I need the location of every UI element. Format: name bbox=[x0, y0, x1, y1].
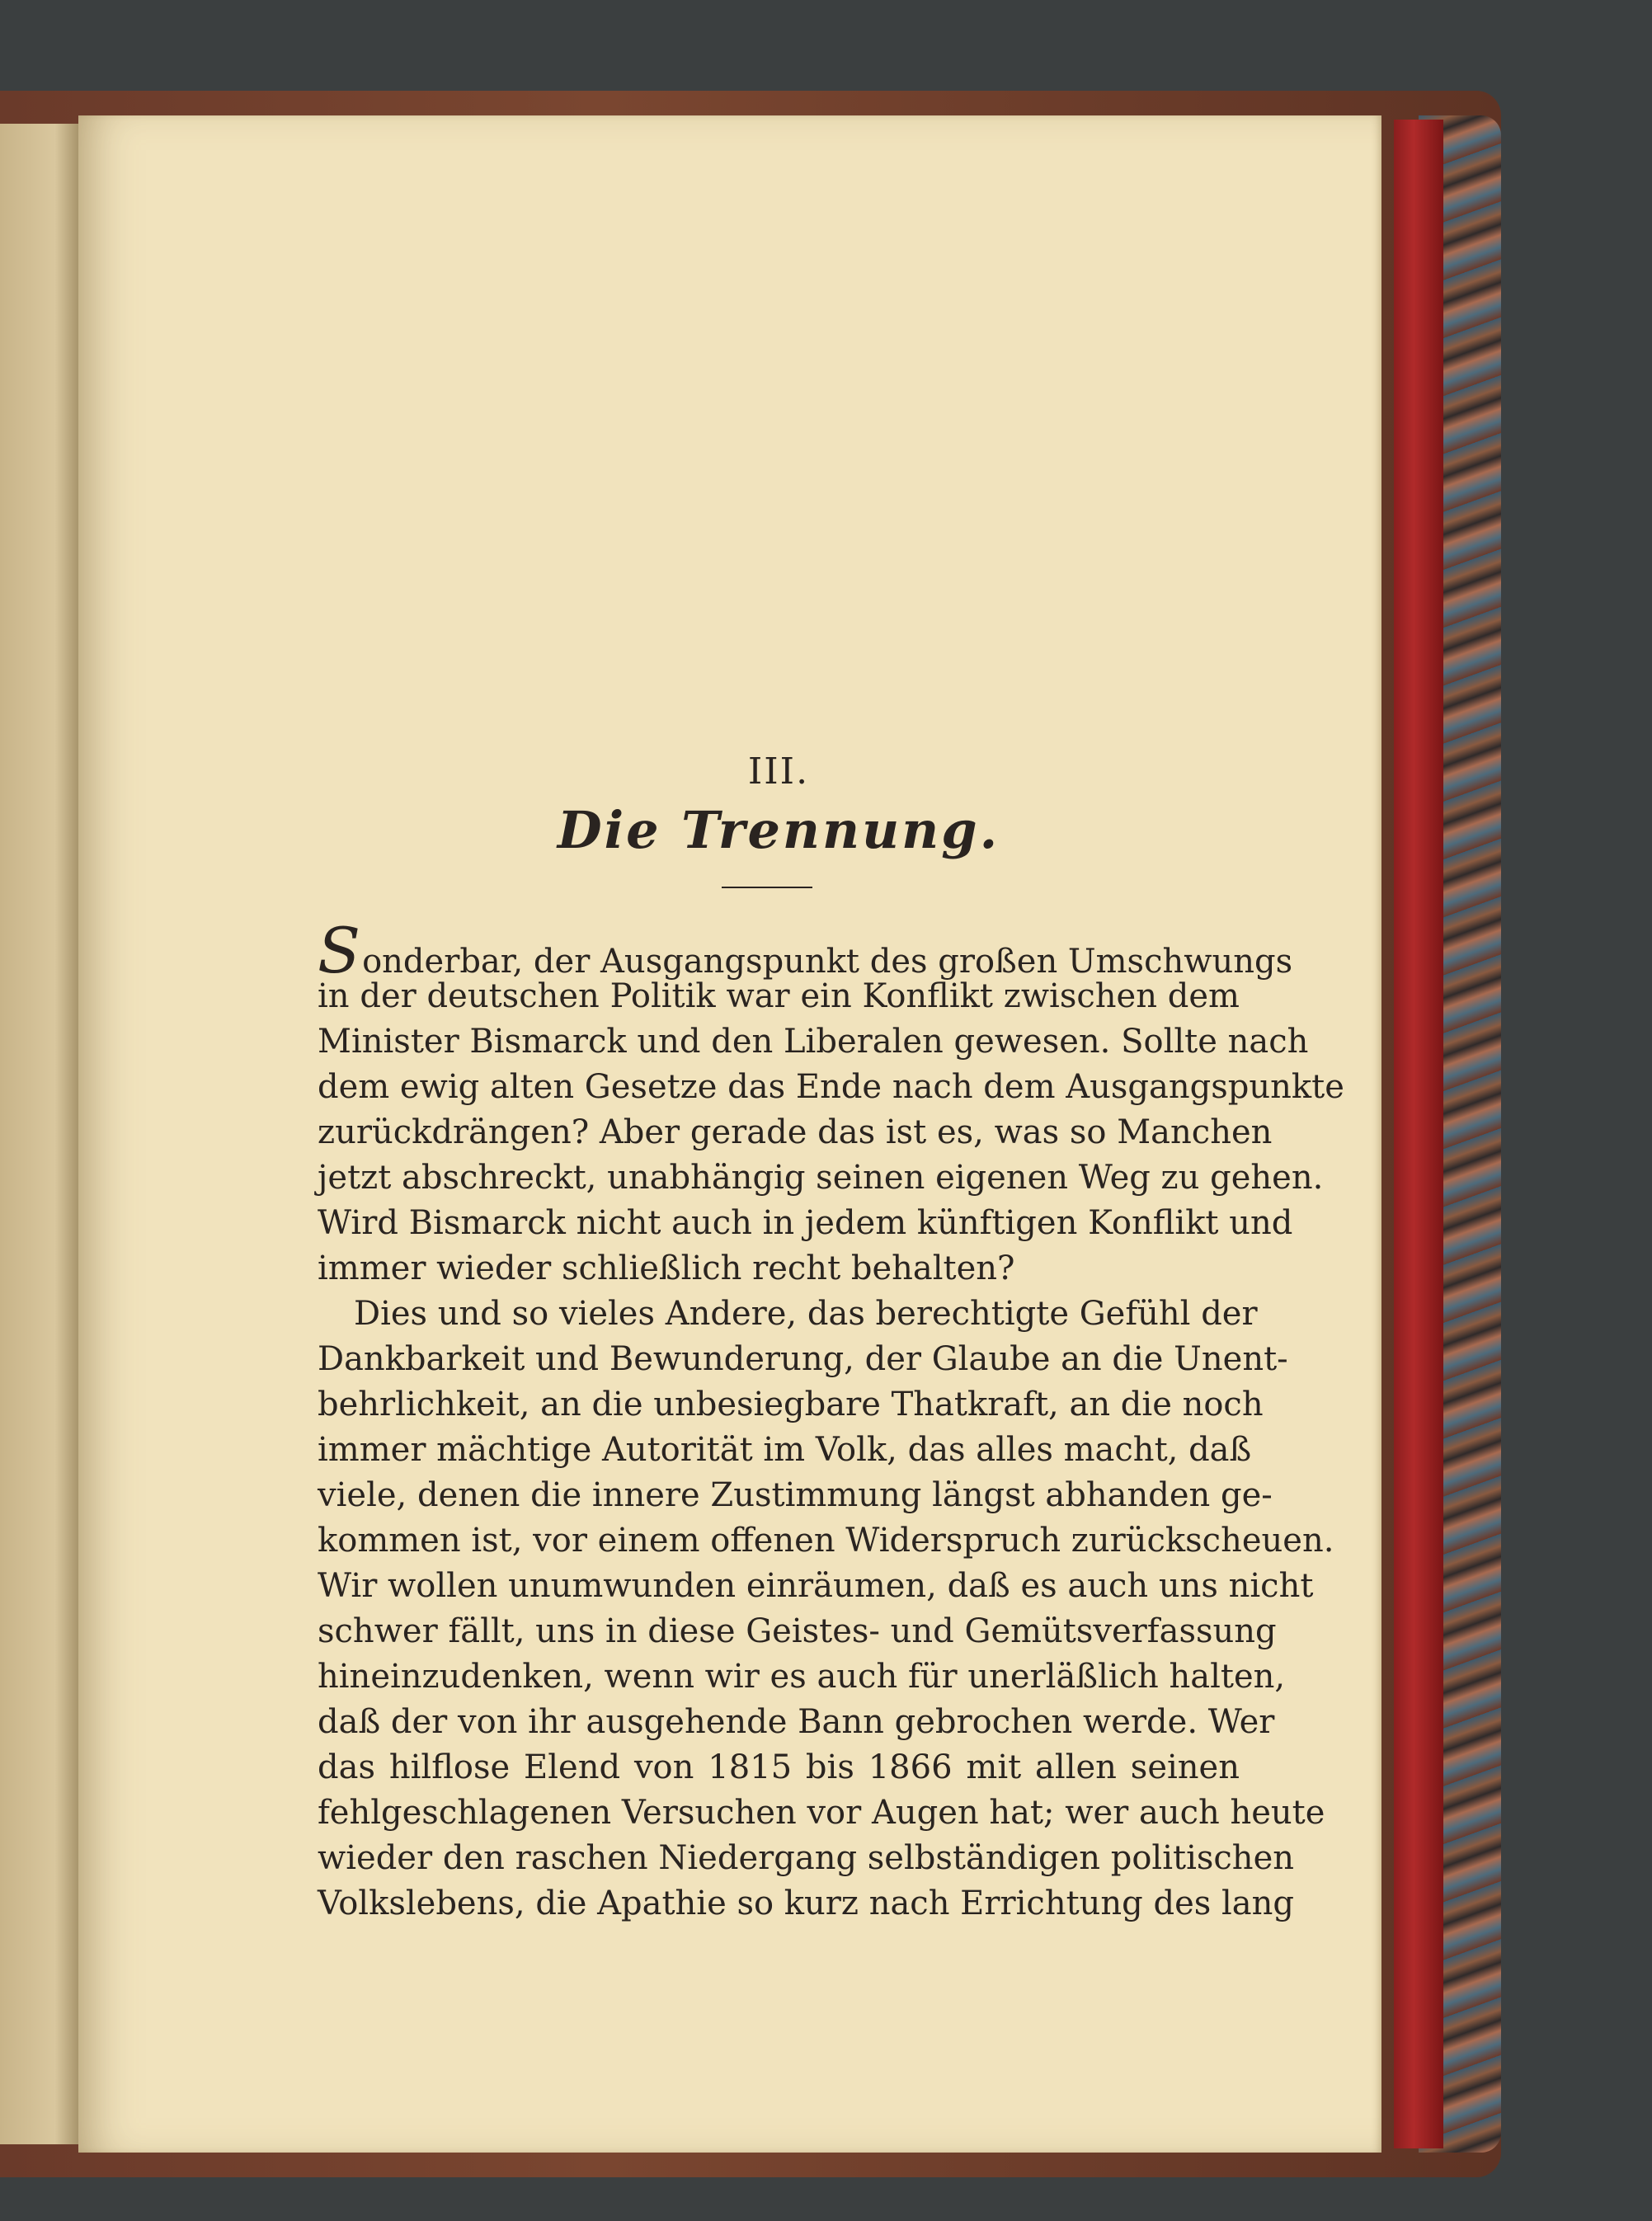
paragraph-1-line-2: in der deutschen Politik war ein Konflikt zwischen dem bbox=[318, 977, 1240, 1015]
title-rule bbox=[722, 887, 812, 888]
paragraph-2-line-7: Wir wollen unumwunden einräumen, daß es auch uns nicht bbox=[318, 1567, 1314, 1605]
paragraph-2-line-12: fehlgeschlagenen Versuchen vor Augen hat; wer auch heute bbox=[318, 1794, 1325, 1832]
paragraph-2-line-1: Dies und so vieles Andere, das berechtigte Gefühl der bbox=[354, 1295, 1258, 1333]
book-page bbox=[78, 115, 1381, 2153]
paragraph-1-line-3: Minister Bismarck und den Liberalen gewesen. Sollte nach bbox=[318, 1023, 1309, 1061]
paragraph-1-line-6: jetzt abschreckt, unabhängig seinen eigenen Weg zu gehen. bbox=[318, 1159, 1324, 1197]
paragraph-1-line-4: dem ewig alten Gesetze das Ende nach dem Ausgangspunkte bbox=[318, 1068, 1344, 1106]
paragraph-2-line-13: wieder den raschen Niedergang selbständigen politischen bbox=[318, 1839, 1295, 1877]
paragraph-2-line-6: kommen ist, vor einem offenen Widerspruch zurückscheuen. bbox=[318, 1522, 1334, 1560]
first-line-text: onderbar, der Ausgangspunkt des großen Umschwungs bbox=[362, 943, 1293, 981]
dropcap: S bbox=[318, 914, 361, 987]
paragraph-2-line-3: behrlichkeit, an die unbesiegbare Thatkraft, an die noch bbox=[318, 1386, 1264, 1423]
paragraph-2-line-11: das hilflose Elend von 1815 bis 1866 mit allen seinen bbox=[318, 1748, 1240, 1786]
red-page-edge bbox=[1394, 120, 1443, 2148]
paragraph-1-line-8: immer wieder schließlich recht behalten? bbox=[318, 1249, 1015, 1287]
paragraph-2-line-5: viele, denen die innere Zustimmung längst abhanden ge- bbox=[318, 1476, 1273, 1514]
paragraph-2-line-2: Dankbarkeit und Bewunderung, der Glaube an die Unent- bbox=[318, 1340, 1288, 1378]
chapter-title: Die Trennung. bbox=[557, 800, 1000, 860]
paragraph-1-line-1 bbox=[318, 914, 1293, 987]
paragraph-1-line-7: Wird Bismarck nicht auch in jedem künftigen Konflikt und bbox=[318, 1204, 1293, 1242]
paragraph-2-line-4: immer mächtige Autorität im Volk, das alles macht, daß bbox=[318, 1431, 1252, 1469]
left-page-edge bbox=[0, 124, 78, 2144]
paragraph-2-line-9: hineinzudenken, wenn wir es auch für unerläßlich halten, bbox=[318, 1658, 1286, 1696]
paragraph-2-line-8: schwer fällt, uns in diese Geistes- und Gemütsverfassung bbox=[318, 1612, 1277, 1650]
paragraph-2-line-14: Volkslebens, die Apathie so kurz nach Errichtung des lang bbox=[318, 1885, 1295, 1922]
paragraph-1-line-5: zurückdrängen? Aber gerade das ist es, was so Manchen bbox=[318, 1113, 1273, 1151]
chapter-number: III. bbox=[747, 751, 810, 793]
paragraph-2-line-10: daß der von ihr ausgehende Bann gebrochen werde. Wer bbox=[318, 1703, 1275, 1741]
